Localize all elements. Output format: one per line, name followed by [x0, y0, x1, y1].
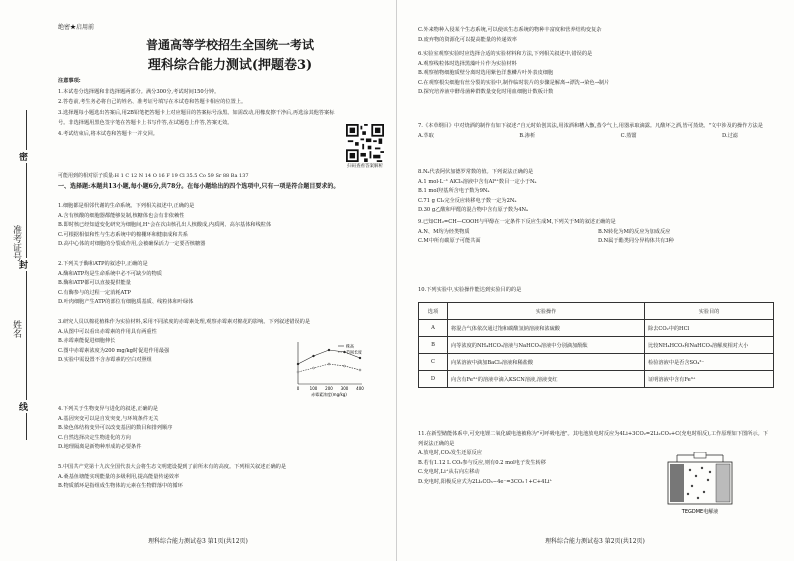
- option: D.充电时,阳极反应式为2Li₂CO₃−4e⁻=3CO₂↑+C+4Li⁺: [418, 478, 553, 485]
- experiment-table: [418, 302, 774, 388]
- lithium-electrode: [670, 464, 684, 502]
- page-footer-2: 理科综合能力测试卷3 第2页(共12页): [545, 538, 645, 545]
- instructions: [58, 76, 344, 139]
- option: C.有酶参与的过程一定消耗ATP: [58, 289, 131, 296]
- option: D.30 g乙酸和甲醛的混合物中含有原子数为4Nₐ: [418, 207, 529, 214]
- option: A.放电时,CO₂发生还原反应: [418, 450, 483, 457]
- option: C.71 g Cl₂完全反应转移电子数一定为2Nₐ: [418, 197, 517, 204]
- option: A.观察线粒体时选择黑藻叶片作为实验材料: [418, 60, 517, 67]
- exam-title: 普通高等学校招生全国统一考试: [145, 38, 314, 52]
- option: D.过滤: [721, 132, 738, 139]
- table-cell: 检验溶液中是否含SO₄²⁻: [645, 354, 774, 371]
- option: A.从图中可以看出赤霉素的作用具有两重性: [58, 328, 157, 335]
- table-header: 选项: [419, 303, 448, 320]
- option: C.自然选择决定生物进化的方向: [58, 434, 131, 441]
- option: C.充电时,Li⁺从右向左移动: [418, 469, 480, 476]
- option: B.渗析: [519, 132, 536, 139]
- table-cell: 向等浓度的NH₄HCO₃溶液与NaHCO₃溶液中分别滴加酚酞: [448, 337, 645, 354]
- qr-caption: 扫码查看答案解析: [347, 164, 383, 169]
- series-line-1: [298, 364, 360, 372]
- table-cell: C: [419, 354, 448, 371]
- data-point: [344, 365, 346, 367]
- option-row: [418, 237, 773, 247]
- option-row: [418, 228, 773, 238]
- data-point: [313, 367, 315, 369]
- page-footer-1: 理科综合能力测试卷3 第1页(共12页): [148, 538, 248, 545]
- question-stem: 4.下列关于生物变异与进化的叙述,正确的是: [58, 406, 158, 412]
- question-stem: 3.研究人员以棉花植株作为实验材料,采用不同浓度的赤霉素处理,观察赤霉素对棉花的影响。下列叙述错误的是: [58, 319, 311, 325]
- option: D.高中心体的对细胞的分裂成作用,会被确保活力一定要否核糖器: [58, 241, 206, 248]
- table-cell: 将混合气体依次通过饱和碳酸氢钠溶液和浓硫酸: [448, 320, 645, 337]
- instruction-item: 1.本试卷分选择题和非选择题两部分。满分300分,考试时间150分钟。: [58, 88, 220, 95]
- table-header: 实验目的: [645, 303, 774, 320]
- table-row: [419, 337, 774, 354]
- question-stem: 1.细胞都是相邻代谢的生命系统。下列相关叙述中,正确的是: [58, 203, 195, 209]
- question-stem: 5.中国共产党第十九次全国代表大会将生态文明建设提到了前所未有的高度。下列相关叙述正确的是: [58, 464, 287, 470]
- question-stem: 8.Nₐ代表阿伏加德罗常数的值。下列说法正确的是: [418, 169, 534, 175]
- instruction-item: 2.答卷前,考生务必将自己的姓名、准考证号填写在本试卷和答题卡相应的位置上。: [58, 99, 247, 105]
- table-cell: B: [419, 337, 448, 354]
- option: C.可根据相似和性与生态系统中的棉棚环和健康成和共系: [58, 231, 188, 238]
- data-point: [297, 363, 299, 365]
- battery-diagram: [660, 452, 740, 516]
- option: A.N、M均为烃类物质: [418, 228, 470, 235]
- table-cell: D: [419, 371, 448, 388]
- gibberellin-line-chart: [286, 338, 366, 398]
- option: A.酶和ATP均是生命系统中必不可缺少的物质: [58, 270, 162, 277]
- question-stem: 11.在新型储能体系中,可充电锂二氧化碳电池被称为"可呼吸电池"。其电池放电时反应为4Li+3CO₂=2Li₂CO₃+C(充电时相反),工作原理如下图所示。下列说法正确的是: [418, 431, 768, 447]
- question-5-continued: [418, 26, 773, 45]
- option: B.酶和ATP都可以直接提供能量: [58, 280, 131, 287]
- question-stem: 6.实验室观察实验时应选择合适的实验材料和方法,下列相关叙述中,错误的是: [418, 51, 593, 57]
- option: B.观察植物细胞质壁分离时选用紫色洋葱鳞片叶外表皮细胞: [418, 70, 554, 77]
- legend-label: 株高: [346, 343, 354, 349]
- instruction-item: 3.选择题每小题选出答案后,用2B铅笔把答题卡上对应题目的答案标号涂黑。如需改动,用橡皮擦干净后,再选涂其他答案标号。非选择题用黑色签字笔在答题卡上书写作答,在试题卷上作答,答案无效。: [58, 109, 335, 126]
- question-1: [58, 202, 388, 250]
- question-6: [418, 50, 773, 98]
- option: D.地理隔离是新物种形成的必要条件: [58, 444, 142, 451]
- option-row: [418, 132, 738, 142]
- option: A.1 mol·L⁻¹ AlCl₃溶液中含有Al³⁺数目一定小于Nₐ: [418, 178, 537, 185]
- x-tick-label: 400: [356, 386, 364, 391]
- binding-mark-xian: 线: [19, 400, 28, 413]
- carbon-electrode: [716, 464, 730, 502]
- paper-title: 理科综合能力测试(押题卷3): [147, 58, 313, 73]
- option: B.N转化为M的反应为加成反应: [598, 228, 671, 235]
- section-heading: 一、选择题:本题共13小题,每小题6分,共78分。在每小题给出的四个选项中,只有一项是符合题目要求的。: [58, 183, 340, 190]
- table-cell: 向某溶液中滴加BaCl₂溶液和稀盐酸: [448, 354, 645, 371]
- table-cell: 证明溶液中含有Fe³⁺: [645, 371, 774, 388]
- option: A.萃取: [418, 132, 434, 139]
- table-cell: 除去CO₂中的HCl: [645, 320, 774, 337]
- qr-code[interactable]: [346, 124, 384, 162]
- question-4: [58, 405, 388, 453]
- data-point: [328, 363, 330, 365]
- diagram-label: TEGDME电解液: [681, 509, 719, 515]
- atomic-masses: 可能用到的相对原子质量:H 1 C 12 N 14 O 16 F 19 Cl 35.5 Co 59 Sr 88 Ba 137: [58, 173, 249, 179]
- question-stem: 2.下列关于酶和ATP的叙述中,正确的是: [58, 261, 148, 267]
- table-header-row: [419, 303, 774, 320]
- option: A.基因突变可以是自发突变,与环境条件无关: [58, 415, 159, 422]
- load-resistor: [694, 452, 706, 458]
- question-10: [418, 286, 773, 296]
- instructions-heading: 注意事项:: [58, 78, 81, 84]
- option: B.染色体结构变异可以改变基因的数目和排列顺序: [58, 425, 173, 432]
- question-stem: 9.已知CH₂=CH—COOH与甲醇在一定条件下反应生成M,下列关于M的叙述正确的是: [418, 219, 616, 225]
- data-point: [297, 371, 299, 373]
- option: A.桑基鱼塘能实现能量的多级利用,提高能量传递效率: [58, 473, 180, 480]
- data-point: [359, 357, 361, 359]
- question-stem: 7.《本草纲目》中对烧酒的制作有如下叙述:"自元时始创其法,用浓酒和糟入甑,蒸令气上,用器承取滴露。凡酸坏之酒,皆可蒸烧。"文中涉及的操作方法是: [418, 123, 763, 129]
- data-point: [328, 349, 330, 351]
- question-9: [418, 218, 773, 247]
- electrolyte-particles: [687, 467, 711, 499]
- x-tick-label: 300: [340, 386, 349, 391]
- option: D.实验中需设置不含赤霉素的空白对照组: [58, 357, 152, 364]
- option: A.含有核酸的细胞器都能够复制,核糖体也会有非依赖性: [58, 212, 185, 219]
- table-row: [419, 354, 774, 371]
- option: B.即时核已经知道变化研究为细胞间,H⁺会在次由核孔出人核酸成,内质网、高尔基体和线粒体: [58, 222, 272, 229]
- binding-field-exam-number: 准考证号: [11, 225, 21, 261]
- question-8: [418, 168, 773, 216]
- option: D.探究培养液中酵母菌种群数量变化时用血细胞计数板计数: [418, 89, 554, 96]
- question-7: [418, 122, 773, 141]
- binding-margin: [0, 0, 50, 561]
- binding-mark-feng: 封: [19, 258, 28, 271]
- secret-label: 绝密★启用前: [58, 24, 95, 31]
- question-stem: 10.下列实验中,实验操作能达到实验目的的是: [418, 287, 522, 293]
- option: C.外来物种入侵某个生态系统,可以使该生态系统的物种丰富度和营养结构变复杂: [418, 27, 602, 33]
- option: D.废弃物的资源化可以提高能量的传递效率: [418, 36, 517, 43]
- x-tick-label: 100: [309, 386, 318, 391]
- option: C.在观察根尖细胞有丝分裂的实验中,制作临时装片的步骤是解离→漂洗→染色→制片: [418, 79, 610, 86]
- option: D.N属于酯类同分异构体共有3种: [598, 238, 674, 245]
- table-row: [419, 320, 774, 337]
- option: C.蒸馏: [620, 132, 637, 139]
- table-header: 实验操作: [448, 303, 645, 320]
- binding-mark-mi: 密: [19, 150, 28, 163]
- table-cell: 向含有Fe³⁺的溶液中滴入KSCN溶液,溶液变红: [448, 371, 645, 388]
- data-point: [313, 355, 315, 357]
- instruction-item: 4.考试结束后,将本试卷和答题卡一并交回。: [58, 130, 158, 137]
- option: D.叶肉细胞产生ATP的部位有细胞质基质、线粒体和叶绿体: [58, 299, 194, 306]
- x-tick-label: 200: [325, 386, 333, 391]
- x-tick-label: 0: [296, 386, 300, 391]
- option: B.物质循环是指组成生物体的元素在生物群落中的循环: [58, 483, 183, 490]
- option: B.赤霉素能促进细胞伸长: [58, 338, 116, 345]
- data-point: [359, 369, 361, 371]
- option: B.1 mol羟基所含电子数为9Nₐ: [418, 188, 490, 195]
- legend-label: 节间长度: [346, 349, 362, 355]
- question-5: [58, 463, 388, 492]
- question-2: [58, 260, 388, 308]
- x-axis-label: 赤霉素浓度(mg/kg): [311, 392, 347, 397]
- table-row: [419, 371, 774, 388]
- table-cell: 比较NH₄HCO₃和NaHCO₃溶解度相对大小: [645, 337, 774, 354]
- option: C.图中赤霉素浓度为200 mg/kg时促进作用最强: [58, 347, 170, 354]
- table-cell: A: [419, 320, 448, 337]
- binding-field-name: 姓名: [11, 320, 21, 338]
- option: C.M中所有碳原子可能共面: [418, 238, 481, 245]
- option: B.若有1.12 L CO₂参与反应,则有0.2 mol电子发生转移: [418, 459, 546, 466]
